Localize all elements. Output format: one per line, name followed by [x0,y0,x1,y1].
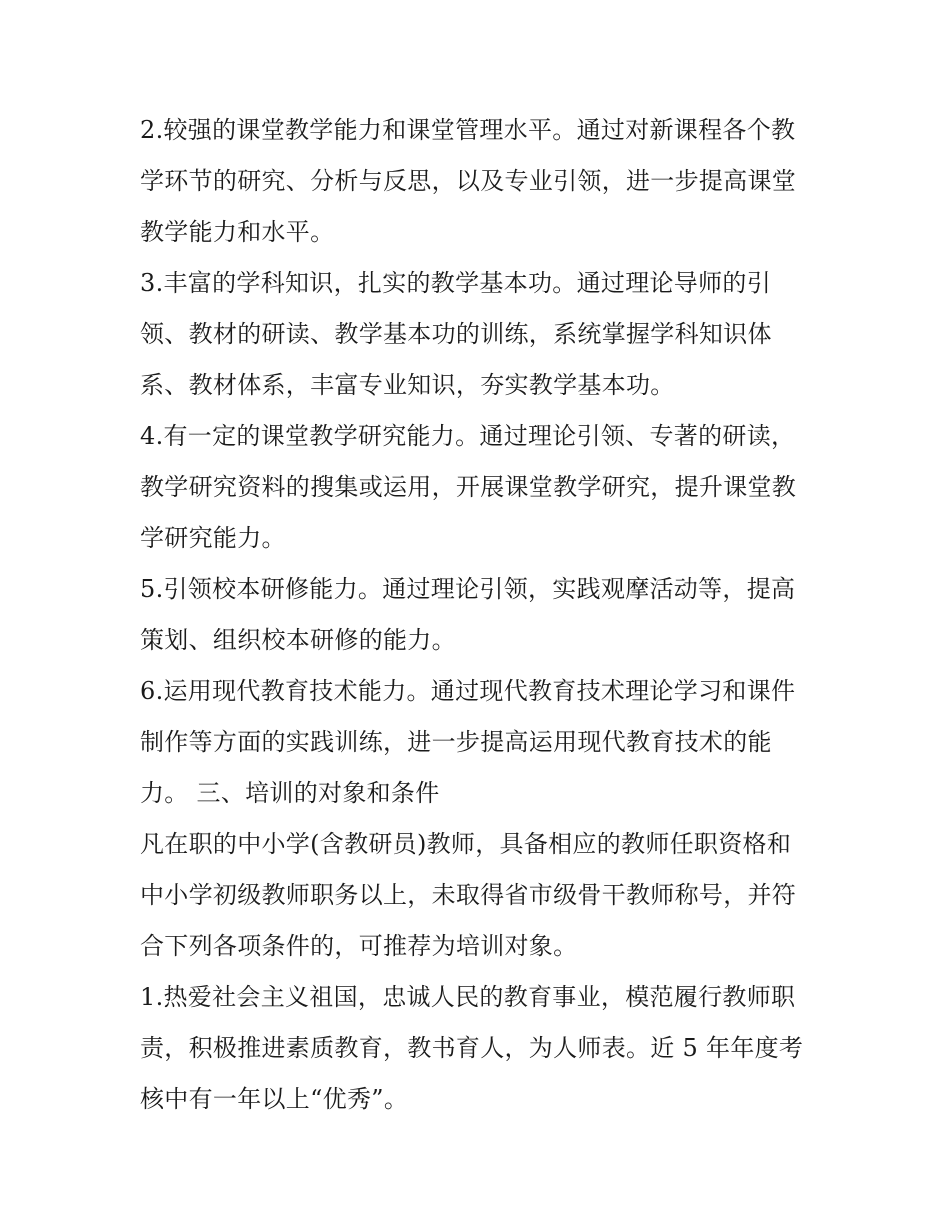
text-line: 力。 三、培训的对象和条件 [140,779,440,807]
text-line: 1.热爱社会主义祖国，忠诚人民的教育事业，模范履行教师职 [140,983,796,1011]
text-line: 5.引领校本研修能力。通过理论引领，实践观摩活动等，提高 [140,575,796,603]
text-line: 学研究能力。 [140,524,286,552]
text-line: 4.有一定的课堂教学研究能力。通过理论引领、专著的研读， [140,422,796,450]
text-line: 6.运用现代教育技术能力。通过现代教育技术理论学习和课件 [140,677,796,705]
text-line: 凡在职的中小学(含教研员)教师，具备相应的教师任职资格和 [140,830,792,858]
document-body [140,105,820,1125]
text-line: 系、教材体系，丰富专业知识，夯实教学基本功。 [140,371,675,399]
text-line: 中小学初级教师职务以上，未取得省市级骨干教师称号，并符 [140,881,797,909]
text-line: 策划、组织校本研修的能力。 [140,626,456,654]
text-line: 责，积极推进素质教育，教书育人，为人师表。近 5 年年度考 [140,1034,804,1062]
text-line: 教学研究资料的搜集或运用，开展课堂教学研究，提升课堂教 [140,473,797,501]
text-line: 2.较强的课堂教学能力和课堂管理水平。通过对新课程各个教 [140,116,796,144]
text-line: 制作等方面的实践训练，进一步提高运用现代教育技术的能 [140,728,772,756]
text-line: 领、教材的研读、教学基本功的训练，系统掌握学科知识体 [140,320,772,348]
text-line: 合下列各项条件的，可推荐为培训对象。 [140,932,578,960]
text-line: 3.丰富的学科知识，扎实的教学基本功。通过理论导师的引 [140,269,771,297]
text-line: 教学能力和水平。 [140,218,335,246]
text-line: 核中有一年以上“优秀”。 [140,1085,409,1113]
text-line: 学环节的研究、分析与反思，以及专业引领，进一步提高课堂 [140,167,797,195]
